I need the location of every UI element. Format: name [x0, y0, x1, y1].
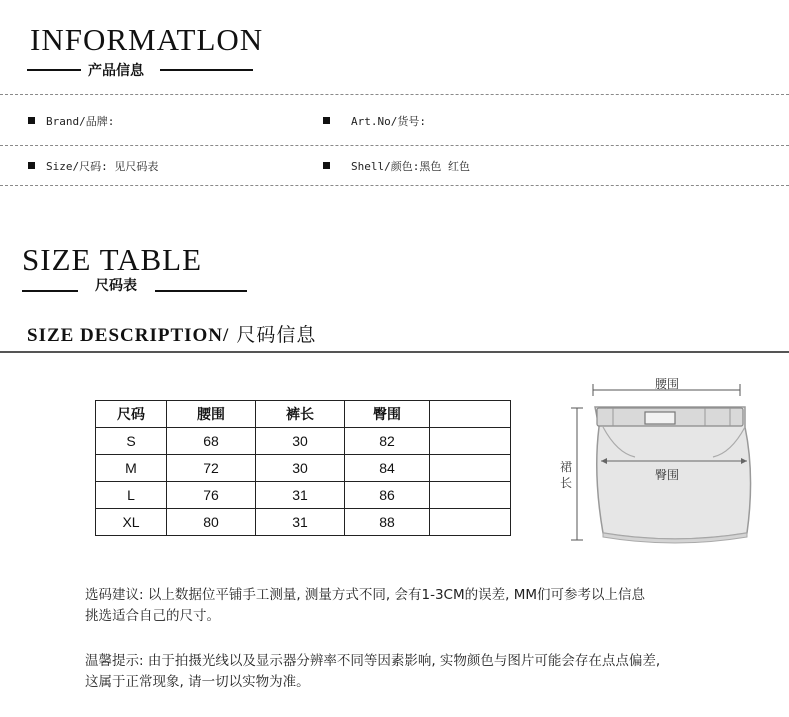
table-cell: S [96, 428, 167, 455]
size-advice-line-2: 挑选适合自己的尺寸。 [85, 608, 220, 624]
header-size: 尺码 [96, 401, 167, 428]
header-waist: 腰围 [167, 401, 256, 428]
table-cell: 88 [345, 509, 430, 536]
information-subtitle: 产品信息 [88, 63, 144, 79]
table-cell: 72 [167, 455, 256, 482]
header-hip: 臀围 [345, 401, 430, 428]
length-label-top: 裙 [560, 460, 573, 474]
size-description-en: SIZE DESCRIPTION/ [27, 325, 230, 346]
bullet-icon [323, 117, 330, 124]
art-no-field: Art.No/货号: [351, 115, 426, 128]
information-title: INFORMATLON [30, 22, 264, 57]
table-cell [430, 509, 511, 536]
table-cell [430, 482, 511, 509]
table-cell: 31 [256, 509, 345, 536]
size-description-title [27, 320, 316, 347]
bullet-icon [323, 162, 330, 169]
table-cell: 68 [167, 428, 256, 455]
size-advice-line-1: 选码建议: 以上数据位平铺手工测量, 测量方式不同, 会有1-3CM的误差, MM们可参考以上信息 [85, 587, 646, 603]
table-cell: L [96, 482, 167, 509]
length-label-bottom: 长 [560, 476, 573, 490]
table-cell: 76 [167, 482, 256, 509]
header-empty [430, 401, 511, 428]
table-cell: XL [96, 509, 167, 536]
section-rule [0, 351, 789, 353]
table-cell: 82 [345, 428, 430, 455]
table-cell: 30 [256, 455, 345, 482]
dashed-separator [0, 94, 789, 95]
divider-line [22, 290, 78, 292]
size-description-cn: 尺码信息 [229, 324, 317, 346]
size-table-subtitle: 尺码表 [95, 278, 137, 294]
size-table-title: SIZE TABLE [22, 242, 203, 277]
size-field: Size/尺码: 见尺码表 [46, 160, 159, 173]
color-field: Shell/颜色:黑色 红色 [351, 160, 470, 173]
tip-line-1: 温馨提示: 由于拍摄光线以及显示器分辨率不同等因素影响, 实物颜色与图片可能会存在点点偏差, [85, 653, 661, 669]
table-row [96, 428, 511, 455]
bullet-icon [28, 117, 35, 124]
table-cell [430, 428, 511, 455]
skirt-diagram [555, 365, 765, 555]
bullet-icon [28, 162, 35, 169]
table-cell: 86 [345, 482, 430, 509]
hip-label: 臀围 [655, 468, 680, 482]
size-table [95, 400, 511, 536]
table-header-row [96, 401, 511, 428]
table-cell: M [96, 455, 167, 482]
table-cell: 31 [256, 482, 345, 509]
divider-line [27, 69, 81, 71]
table-cell: 30 [256, 428, 345, 455]
divider-line [160, 69, 253, 71]
table-cell [430, 455, 511, 482]
divider-line [155, 290, 247, 292]
belt-buckle [645, 412, 675, 424]
table-row [96, 455, 511, 482]
waist-label: 腰围 [655, 377, 680, 391]
brand-field: Brand/品牌: [46, 115, 115, 128]
header-length: 裤长 [256, 401, 345, 428]
table-row [96, 509, 511, 536]
table-row [96, 482, 511, 509]
dashed-separator [0, 185, 789, 186]
tip-line-2: 这属于正常现象, 请一切以实物为准。 [85, 674, 310, 690]
table-cell: 80 [167, 509, 256, 536]
table-cell: 84 [345, 455, 430, 482]
dashed-separator [0, 145, 789, 146]
